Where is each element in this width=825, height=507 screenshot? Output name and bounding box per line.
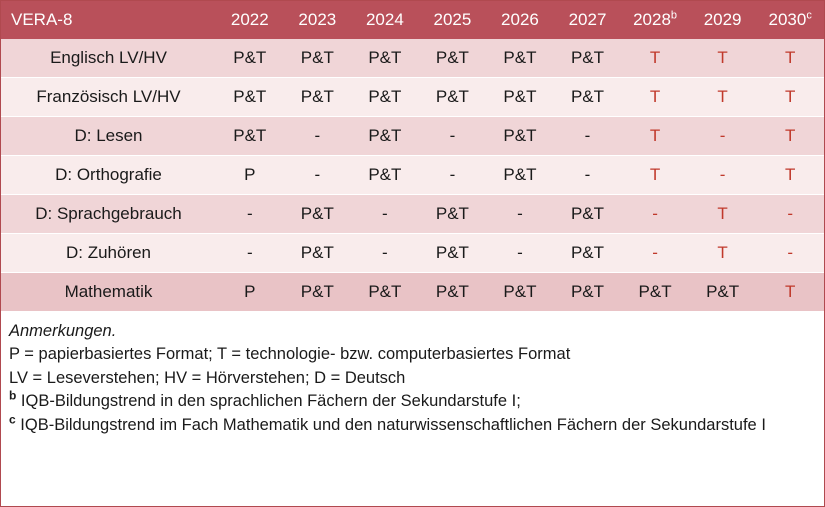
cell: P&T [486, 117, 554, 156]
table-row [1, 234, 824, 273]
cell: P&T [554, 78, 622, 117]
header-row [1, 1, 824, 39]
row-label: D: Zuhören [1, 234, 216, 273]
header-year-label: 2024 [365, 10, 404, 29]
vera8-schedule-table [1, 1, 824, 312]
table-row [1, 195, 824, 234]
cell: - [216, 195, 284, 234]
footnote-b-text: IQB-Bildungstrend in den sprachlichen Fächern der Sekundarstufe I; [16, 392, 521, 411]
cell: - [351, 234, 419, 273]
cell: - [419, 156, 487, 195]
cell: - [689, 156, 757, 195]
cell: P&T [419, 234, 487, 273]
cell: P [216, 156, 284, 195]
cell: P&T [486, 78, 554, 117]
table-row [1, 78, 824, 117]
cell: T [621, 78, 689, 117]
notes-heading: Anmerkungen. [9, 322, 117, 340]
cell: P&T [621, 273, 689, 312]
cell: - [351, 195, 419, 234]
cell: P&T [554, 273, 622, 312]
cell: P [216, 273, 284, 312]
cell: - [486, 234, 554, 273]
cell: P&T [216, 39, 284, 78]
row-label: Mathematik [1, 273, 216, 312]
cell: P&T [284, 195, 352, 234]
cell: P&T [486, 156, 554, 195]
table-row [1, 273, 824, 312]
cell: P&T [554, 234, 622, 273]
footnote-marker-b: b [9, 388, 17, 403]
header-year-label: 2025 [433, 10, 472, 29]
cell: P&T [419, 39, 487, 78]
cell: - [621, 234, 689, 273]
table-body [1, 39, 824, 312]
header-year-label: 2027 [568, 10, 607, 29]
footnote-marker-c: c [9, 412, 16, 427]
cell: - [419, 117, 487, 156]
header-year-label: 2030 [768, 10, 807, 29]
cell: P&T [351, 273, 419, 312]
table-notes [1, 312, 824, 506]
cell: P&T [284, 234, 352, 273]
header-year-label: 2028 [633, 10, 671, 29]
cell: P&T [486, 273, 554, 312]
header-year-2029 [689, 1, 757, 39]
cell: P&T [284, 273, 352, 312]
header-year-sup: c [806, 9, 812, 22]
cell: P&T [284, 39, 352, 78]
cell: - [554, 156, 622, 195]
cell: - [756, 234, 824, 273]
cell: P&T [216, 117, 284, 156]
cell: - [486, 195, 554, 234]
cell: - [284, 117, 352, 156]
cell: T [689, 78, 757, 117]
notes-line-abbreviations: LV = Leseverstehen; HV = Hörverstehen; D = Deutsch [9, 368, 406, 387]
header-year-label: 2026 [501, 10, 539, 29]
footnote-c-text: IQB-Bildungstrend im Fach Mathematik und den naturwissenschaftlichen Fächern der Sekundarstufe I [15, 415, 766, 434]
header-year-label: 2023 [298, 10, 337, 29]
cell: P&T [419, 78, 487, 117]
header-year-sup: b [670, 9, 678, 22]
cell: T [756, 156, 824, 195]
notes-line-formats: P = papierbasiertes Format; T = technologie- bzw. computerbasiertes Format [9, 345, 571, 364]
cell: T [756, 39, 824, 78]
header-year-2026 [486, 1, 554, 39]
cell: - [756, 195, 824, 234]
cell: - [554, 117, 622, 156]
header-year-2027 [554, 1, 622, 39]
cell: P&T [689, 273, 757, 312]
cell: P&T [284, 78, 352, 117]
header-year-2025 [419, 1, 487, 39]
cell: T [689, 195, 757, 234]
cell: T [621, 117, 689, 156]
cell: T [689, 234, 757, 273]
table-row [1, 156, 824, 195]
cell: - [216, 234, 284, 273]
cell: - [689, 117, 757, 156]
cell: - [621, 195, 689, 234]
cell: P&T [351, 78, 419, 117]
row-label: Französisch LV/HV [1, 78, 216, 117]
cell: P&T [419, 273, 487, 312]
header-year-2023 [284, 1, 352, 39]
cell: P&T [419, 195, 487, 234]
header-year-2022 [216, 1, 284, 39]
notes-footnote-c [9, 414, 816, 437]
table-row [1, 117, 824, 156]
cell: P&T [351, 117, 419, 156]
cell: T [756, 117, 824, 156]
cell: P&T [486, 39, 554, 78]
cell: T [756, 273, 824, 312]
cell: P&T [351, 156, 419, 195]
row-label: Englisch LV/HV [1, 39, 216, 78]
row-label: D: Orthografie [1, 156, 216, 195]
header-year-label: 2029 [703, 10, 742, 29]
row-label: D: Lesen [1, 117, 216, 156]
cell: - [284, 156, 352, 195]
row-label: D: Sprachgebrauch [1, 195, 216, 234]
cell: T [621, 156, 689, 195]
header-year-2024 [351, 1, 419, 39]
cell: P&T [216, 78, 284, 117]
notes-footnote-b [9, 390, 816, 413]
header-year-2028 [621, 1, 689, 39]
cell: P&T [554, 39, 622, 78]
header-corner-label: VERA-8 [1, 1, 216, 39]
table-header [1, 1, 824, 39]
cell: T [756, 78, 824, 117]
cell: P&T [351, 39, 419, 78]
cell: P&T [554, 195, 622, 234]
cell: T [689, 39, 757, 78]
table-row [1, 39, 824, 78]
header-year-label: 2022 [230, 10, 269, 29]
header-year-2030 [756, 1, 824, 39]
cell: T [621, 39, 689, 78]
